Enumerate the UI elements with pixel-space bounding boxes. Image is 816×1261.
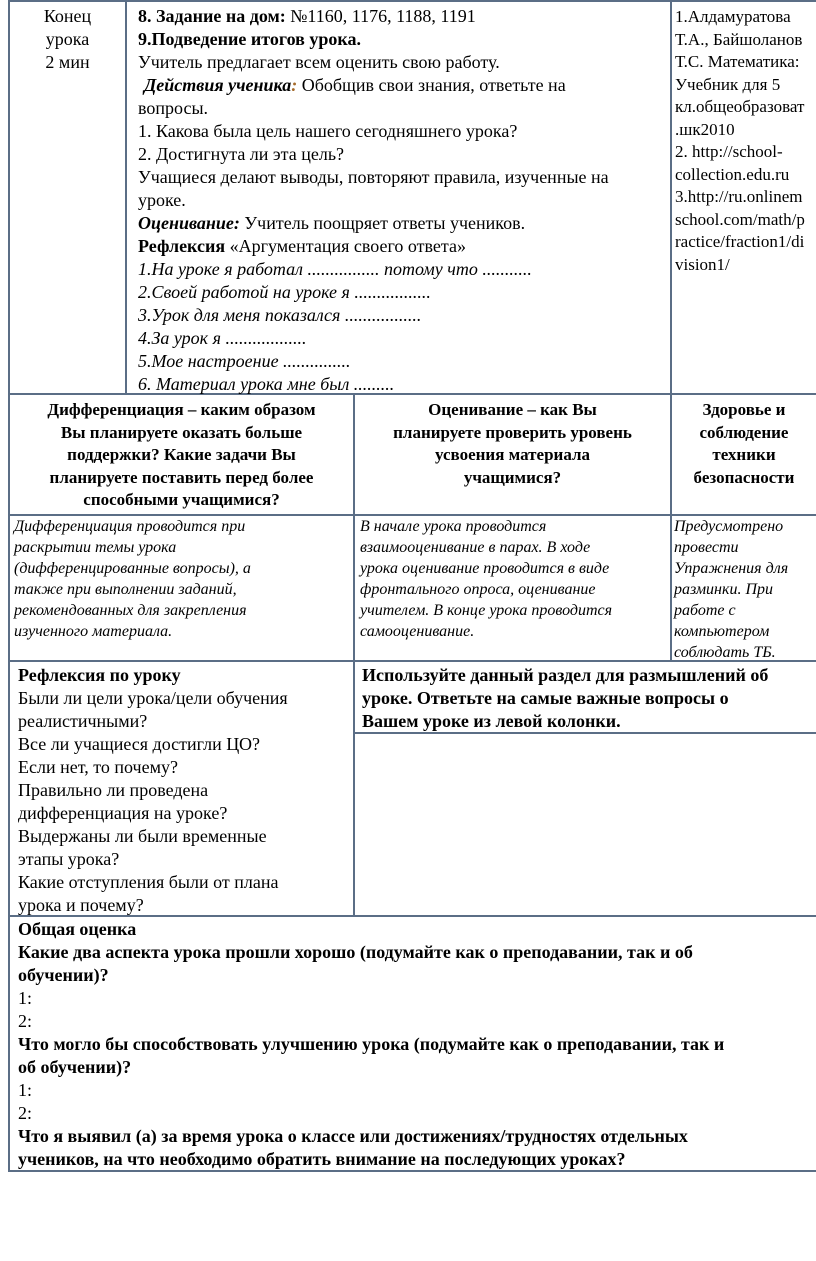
reflection-item: 3.Урок для меня показался ................. <box>138 305 422 325</box>
cell-line: раскрытии темы урока <box>14 539 177 556</box>
header-line: учащимися? <box>463 467 562 487</box>
instruction-line: Вашем уроке из левой колонки. <box>362 711 621 731</box>
reflection-question: реалистичными? <box>18 711 148 731</box>
stage-line: 2 мин <box>45 52 90 72</box>
homework-value: №1160, 1176, 1188, 1191 <box>285 6 476 26</box>
cell-line: работе с <box>674 602 736 619</box>
cell-line: провести <box>674 539 739 556</box>
resource-line: 1.Алдамуратова <box>675 7 791 26</box>
question-2: 2. Достигнута ли эта цель? <box>138 144 345 164</box>
reflection-item: 6. Материал урока мне был ......... <box>138 374 395 394</box>
lesson-reflection-title: Рефлексия по уроку <box>18 665 181 685</box>
cell-line: фронтального опроса, оценивание <box>360 581 596 598</box>
resource-line: Учебник для 5 <box>675 74 781 94</box>
cell-line: взаимооценивание в парах. В ходе <box>360 539 591 556</box>
reflection-question: Были ли цели урока/цели обучения <box>18 688 288 708</box>
col-divider-top-1 <box>125 0 127 394</box>
cell-line: В начале урока проводится <box>360 518 547 535</box>
stage-line: урока <box>45 29 90 49</box>
reflection-item: 2.Своей работой на уроке я ................. <box>138 282 431 302</box>
answer-line[interactable]: 2: <box>18 1011 33 1031</box>
student-actions <box>138 74 666 120</box>
cell-line: урока оценивание проводится в виде <box>360 560 610 577</box>
cell-line: разминки. При <box>674 581 774 598</box>
reflection-question: Если нет, то почему? <box>18 757 178 777</box>
col-divider-top-2 <box>670 0 672 394</box>
cell-line: соблюдать ТБ. <box>674 644 776 661</box>
reflection-instruction-cell <box>362 664 816 733</box>
cell-line: также при выполнении заданий, <box>14 581 237 598</box>
lesson-reflection-cell <box>18 664 352 917</box>
resource-link[interactable]: vision1/ <box>675 254 730 274</box>
reflection-label: Рефлексия <box>138 236 226 256</box>
overall-question-1: Какие два аспекта урока прошли хорошо (подумайте как о преподавании, так и об <box>18 942 693 962</box>
evaluation-line <box>138 212 666 235</box>
header-line: планируете проверить уровень <box>393 422 632 442</box>
student-actions-text: Обобщив свои знания, ответьте на вопросы. <box>138 75 566 118</box>
instruction-line: Используйте данный раздел для размышлений об <box>362 665 769 685</box>
health-header <box>672 399 816 489</box>
resources-cell <box>675 6 816 276</box>
answer-line[interactable]: 1: <box>18 1080 33 1100</box>
header-line: Оценивание – как Вы <box>428 400 597 419</box>
reflection-question: этапы урока? <box>18 849 120 869</box>
cell-line: Дифференциация проводится при <box>14 518 246 535</box>
cell-line: учителем. В конце урока проводится <box>360 602 613 619</box>
header-line: способными учащимися? <box>83 490 280 509</box>
header-line: техники <box>712 445 776 464</box>
reflection-question: Правильно ли проведена <box>18 780 209 800</box>
health-cell <box>674 516 816 663</box>
stage-cell <box>10 5 125 74</box>
resource-link[interactable]: 3.http://ru.onlinem <box>675 187 803 206</box>
reflection-question: дифференциация на уроке? <box>18 803 228 823</box>
reflection-answer-area[interactable] <box>355 734 816 915</box>
reflection-item: 4.За урок я .................. <box>138 328 307 348</box>
header-line: соблюдение <box>699 422 789 442</box>
overall-question-1: обучении)? <box>18 965 109 985</box>
homework-line <box>138 5 666 28</box>
cell-line: (дифференцированные вопросы), а <box>14 560 251 577</box>
overall-title: Общая оценка <box>18 919 137 939</box>
reflection-question: урока и почему? <box>18 895 144 915</box>
reflection-line <box>138 235 666 258</box>
header-line: Здоровье и <box>702 400 786 419</box>
question-1: 1. Какова была цель нашего сегодняшнего урока? <box>138 121 518 141</box>
cell-line: компьютером <box>674 623 770 640</box>
summary-title: 9.Подведение итогов урока. <box>138 29 361 49</box>
overall-question-3: учеников, на что необходимо обратить внимание на последующих уроках? <box>18 1149 626 1169</box>
teacher-line: Учитель предлагает всем оценить свою работу. <box>138 52 500 72</box>
assessment-cell <box>360 516 668 642</box>
overall-question-2: об обучении)? <box>18 1057 132 1077</box>
homework-label: 8. Задание на дом: <box>138 6 286 26</box>
cell-line: Предусмотрено <box>674 518 784 535</box>
header-line: планируете поставить перед более <box>49 467 314 487</box>
overall-question-3: Что я выявил (а) за время урока о классе или достижениях/трудностях отдельных <box>18 1126 688 1146</box>
header-line: поддержки? Какие задачи Вы <box>67 445 296 464</box>
resource-line: кл.общеобразоват <box>675 97 805 116</box>
stage-line: Конец <box>43 6 92 26</box>
reflection-question: Выдержаны ли были временные <box>18 826 267 846</box>
resource-line: .шк2010 <box>675 119 735 139</box>
header-line: усвоения материала <box>434 445 591 464</box>
answer-line[interactable]: 2: <box>18 1103 33 1123</box>
reflection-question: Какие отступления были от плана <box>18 872 279 892</box>
resource-link[interactable]: school.com/math/p <box>675 209 805 229</box>
header-line: Вы планируете оказать больше <box>60 422 303 442</box>
cell-line: Упражнения для <box>674 560 789 577</box>
header-line: безопасности <box>693 467 795 487</box>
students-conclude: Учащиеся делают выводы, повторяют правила, изученные на уроке. <box>138 167 609 210</box>
answer-line[interactable]: 1: <box>18 988 33 1008</box>
assessment-header <box>355 399 670 489</box>
lesson-content-cell <box>138 5 666 396</box>
resource-line: Т.А., Байшоланов <box>675 29 803 49</box>
reflection-question: Все ли учащиеся достигли ЦО? <box>18 734 260 754</box>
differentiation-header <box>10 399 353 512</box>
cell-line: рекомендованных для закрепления <box>14 602 247 619</box>
student-actions-colon: : <box>291 75 298 95</box>
evaluation-text: Учитель поощряет ответы учеников. <box>239 213 526 233</box>
reflection-item: 5.Мое настроение ............... <box>138 351 351 371</box>
table-border-left <box>8 0 10 1172</box>
evaluation-label: Оценивание: <box>138 213 240 233</box>
reflection-text: «Аргументация своего ответа» <box>225 236 466 256</box>
reflection-item: 1.На уроке я работал ................ потому что ........... <box>138 259 532 279</box>
overall-assessment-cell <box>18 918 816 1171</box>
differentiation-cell <box>14 516 352 642</box>
overall-question-2: Что могло бы способствовать улучшению урока (подумайте как о преподавании, так и <box>18 1034 725 1054</box>
cell-line: самооценивание. <box>360 623 475 640</box>
header-line: Дифференциация – каким образом <box>47 400 316 419</box>
instruction-line: уроке. Ответьте на самые важные вопросы о <box>362 688 729 708</box>
cell-line: изученного материала. <box>14 623 173 640</box>
resource-link[interactable]: 2. http://school- <box>675 142 783 161</box>
table-border-top <box>8 0 816 2</box>
resource-link[interactable]: collection.edu.ru <box>675 164 790 184</box>
resource-link[interactable]: ractice/fraction1/di <box>675 232 805 251</box>
student-actions-label: Действия ученика <box>144 75 292 95</box>
resource-line: Т.С. Математика: <box>675 52 800 71</box>
